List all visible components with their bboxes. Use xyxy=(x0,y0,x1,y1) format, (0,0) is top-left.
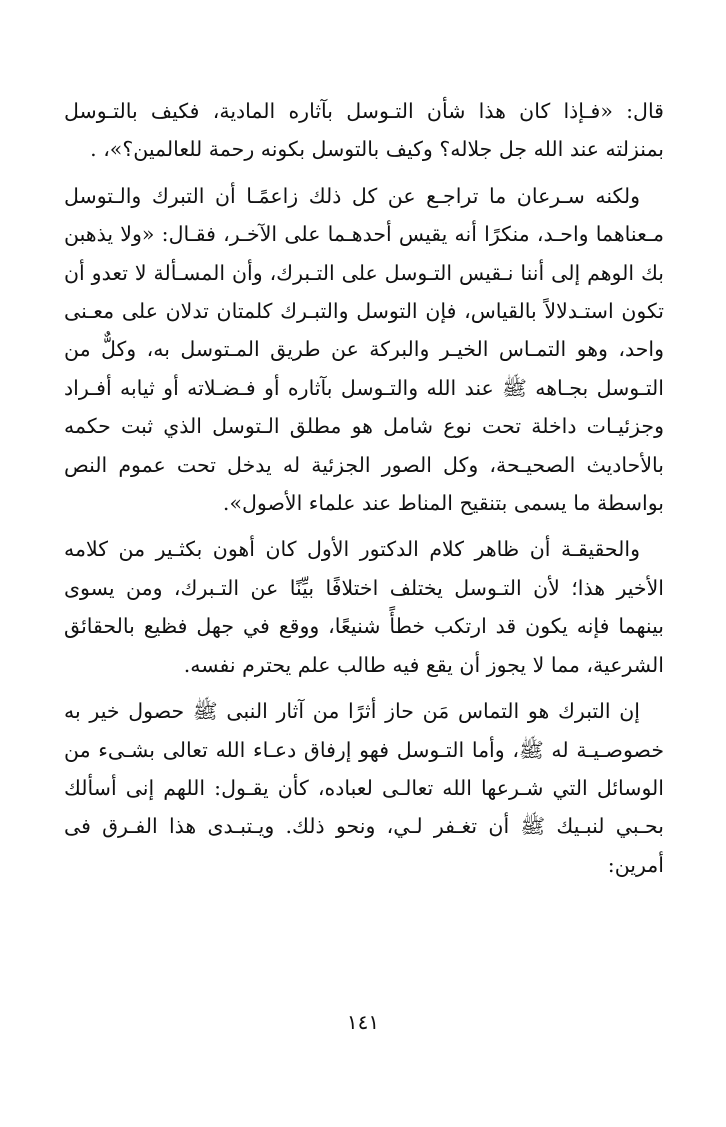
paragraph-4: إن التبرك هو التماس مَن حاز أثرًا من آثار النبى ﷺ حصول خير به خصوصـيـة له ﷺ، وأما التـوسل فهو إرفاق دعـاء الله تعالى بشـىء من الوسائل التي شـرعها الله تعالـى لعباده، كأن يقـول: اللهم إنى أسألك بحـبي لنبـيك ﷺ أن تغـفر لـي، ونحو ذلك. ويـتبـدى هذا الفـرق فى أمرين: xyxy=(64,699,664,877)
paragraph-2: ولكنه سـرعان ما تراجـع عن كل ذلك زاعمًـا أن التبرك والـتوسل مـعناهما واحـد، منكرًا أنه يقيس أحدهـما على الآخـر، فقـال: «ولا يذهبن بك الوهم إلى أننا نـقيس التـوسل على التـبرك، وأن المسـألة لا تعدو أن تكون استـدلالاً بالقياس، فإن التوسل والتبـرك كلمتان تدلان على معـنى واحد، وهو التمـاس الخيـر والبركة عن طريق المـتوسل به، وكلٌّ من التـوسل بجـاهه ﷺ عند الله والتـوسل بآثاره أو فـضـلاته أو ثيابه أفـراد وجزئيـات داخلة تحت نوع شامل هو مطلق الـتوسل الذي ثبت حكمه بالأحاديث الصحيـحة، وكل الصور الجزئية له يدخل تحت عموم النص بواسطة ما يسمى بتنقيح المناط عند علماء الأصول». xyxy=(64,183,664,516)
paragraph-1: قال: «فـإذا كان هذا شأن التـوسل بآثاره المادية، فكيف بالتـوسل بمنزلته عند الله جل جلاله؟ وكيف بالتوسل بكونه رحمة للعالمين؟»، . xyxy=(64,99,664,162)
body-text xyxy=(64,92,664,892)
paragraph-3: والحقيقـة أن ظاهر كلام الدكتور الأول كان أهون بكثـير من كلامه الأخير هذا؛ لأن التـوسل يختلف اختلافًا بيِّنًا عن التـبرك، ومن يسوى بينهما فإنه يكون قد ارتكب خطأً شنيعًا، ووقع في جهل فظيع بالحقائق الشرعية، مما لا يجوز أن يقع فيه طالب علم يحترم نفسه. xyxy=(64,537,664,677)
page-number: ١٤١ xyxy=(346,1010,380,1034)
